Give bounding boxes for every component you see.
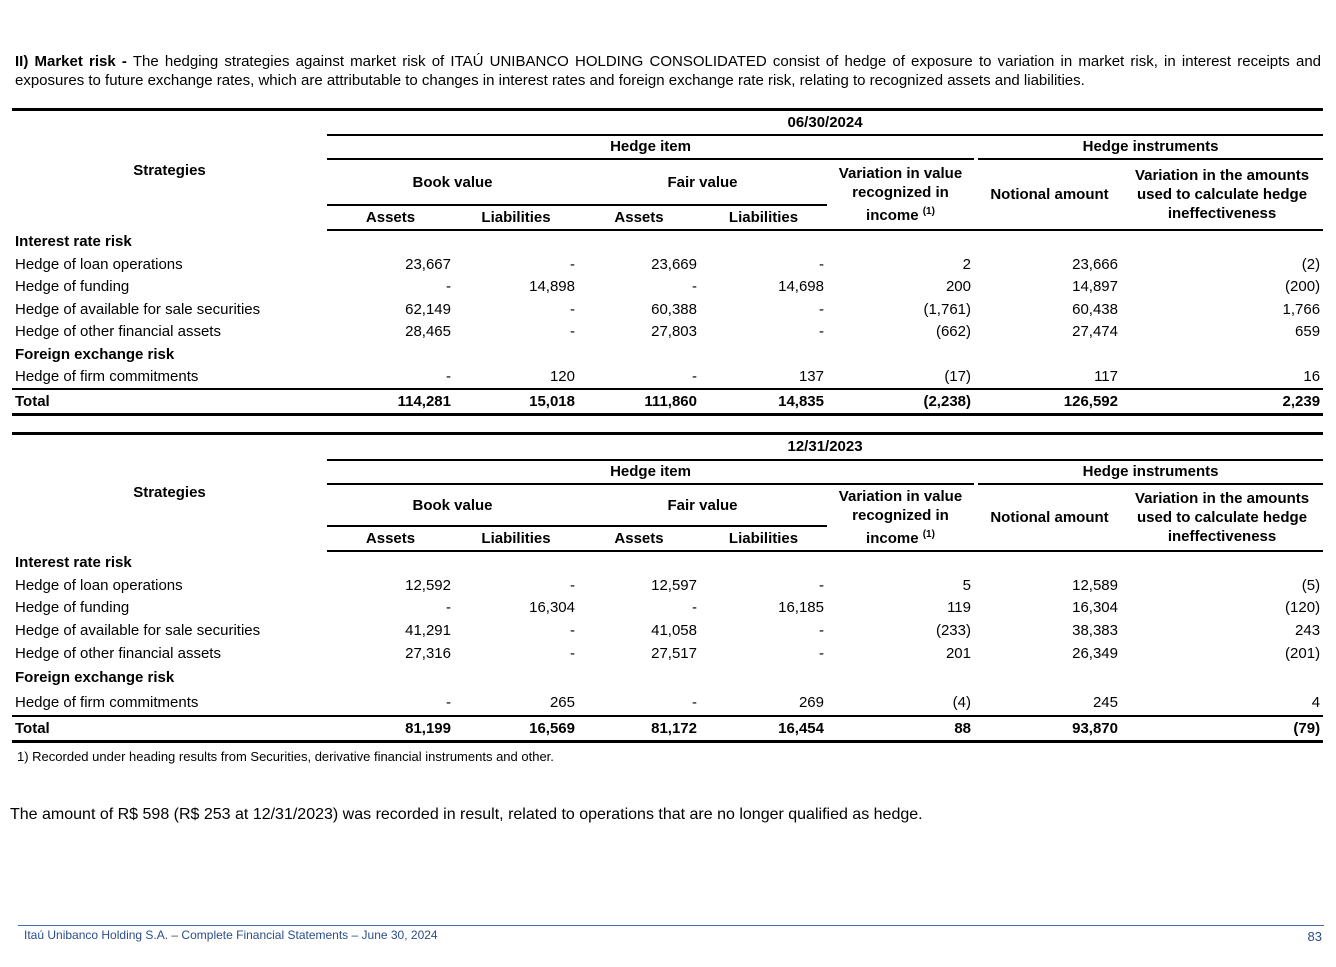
- variation-amounts-header: Variation in the amounts used to calculate hedge ineffectiveness: [1121, 159, 1323, 230]
- table-row: Hedge of loan operations 23,667 - 23,669 - 2 23,666 (2): [15, 255, 1321, 273]
- variation-value-header: Variation in value recognized in income $^{(1)}$: [827, 484, 974, 551]
- table-date: 12/31/2023: [327, 434, 1323, 460]
- strategies-header: Strategies: [12, 110, 327, 230]
- hedge-item-header: Hedge item: [327, 460, 974, 485]
- section-interest-rate: Interest rate risk: [15, 233, 132, 251]
- footer-divider: [18, 925, 1324, 926]
- liabilities-header: Liabilities: [454, 205, 578, 230]
- notional-header: Notional amount: [978, 159, 1121, 230]
- table-row: Hedge of firm commitments - 265 - 269 (4) 245 4: [15, 693, 1321, 711]
- table-row: Hedge of funding - 14,898 - 14,698 200 14,897 (200): [15, 278, 1321, 296]
- hedge-item-header: Hedge item: [327, 135, 974, 160]
- assets-header: Assets: [578, 526, 700, 551]
- hedge-instruments-header: Hedge instruments: [978, 135, 1323, 160]
- book-value-header: Book value: [327, 159, 578, 205]
- assets-header: Assets: [327, 205, 454, 230]
- hedge-table-2024: [12, 108, 1323, 416]
- section-interest-rate: Interest rate risk: [15, 554, 132, 572]
- intro-paragraph: [15, 52, 1321, 90]
- table-row: Hedge of available for sale securities 62,149 - 60,388 - (1,761) 60,438 1,766: [15, 300, 1321, 318]
- liabilities-header: Liabilities: [700, 526, 827, 551]
- assets-header: Assets: [327, 526, 454, 551]
- note-paragraph: The amount of R$ 598 (R$ 253 at 12/31/2023) was recorded in result, related to operations that are no longer qualified as hedge.: [10, 806, 923, 823]
- total-row: Total 81,199 16,569 81,172 16,454 88 93,870 (79): [12, 716, 1323, 742]
- footer-title: Itaú Unibanco Holding S.A. – Complete Financial Statements – June 30, 2024: [24, 928, 438, 942]
- hedge-table-2023: [12, 432, 1323, 743]
- page-number: 83: [1307, 929, 1322, 944]
- table-row: Hedge of other financial assets 27,316 - 27,517 - 201 26,349 (201): [15, 645, 1321, 662]
- table-row: Hedge of loan operations 12,592 - 12,597 - 5 12,589 (5): [15, 576, 1321, 594]
- table-row: Hedge of other financial assets 28,465 - 27,803 - (662) 27,474 659: [15, 323, 1321, 341]
- table-row: Hedge of funding - 16,304 - 16,185 119 16,304 (120): [15, 599, 1321, 617]
- section-foreign-exchange: Foreign exchange risk: [15, 345, 175, 363]
- book-value-header: Book value: [327, 484, 578, 526]
- total-row: Total 114,281 15,018 111,860 14,835 (2,238) 126,592 2,239: [12, 389, 1323, 414]
- variation-value-header: Variation in value recognized in income $^{(1)}$: [827, 159, 974, 230]
- fair-value-header: Fair value: [578, 159, 827, 205]
- hedge-instruments-header: Hedge instruments: [978, 460, 1323, 485]
- table-row: Hedge of available for sale securities 41,291 - 41,058 - (233) 38,383 243: [15, 621, 1321, 639]
- notional-header: Notional amount: [978, 484, 1121, 551]
- liabilities-header: Liabilities: [700, 205, 827, 230]
- table-date: 06/30/2024: [327, 110, 1323, 135]
- assets-header: Assets: [578, 205, 700, 230]
- footnote: 1) Recorded under heading results from Securities, derivative financial instruments and other.: [17, 749, 554, 764]
- fair-value-header: Fair value: [578, 484, 827, 526]
- strategies-header: Strategies: [12, 434, 327, 551]
- section-foreign-exchange: Foreign exchange risk: [15, 669, 175, 686]
- variation-amounts-header: Variation in the amounts used to calculate hedge ineffectiveness: [1121, 484, 1323, 551]
- table-row: Hedge of firm commitments - 120 - 137 (17) 117 16: [15, 368, 1321, 386]
- intro-title: II) Market risk -: [15, 53, 127, 70]
- liabilities-header: Liabilities: [454, 526, 578, 551]
- intro-text: The hedging strategies against market risk of ITAÚ UNIBANCO HOLDING CONSOLIDATED consist of hedge of exposure to variation in market risk, in interest receipts and exposures to future exchange rates, which are attributable to changes in interest rates and foreign exchange rate risk, relating to recognized assets and liabilities.: [15, 53, 1322, 89]
